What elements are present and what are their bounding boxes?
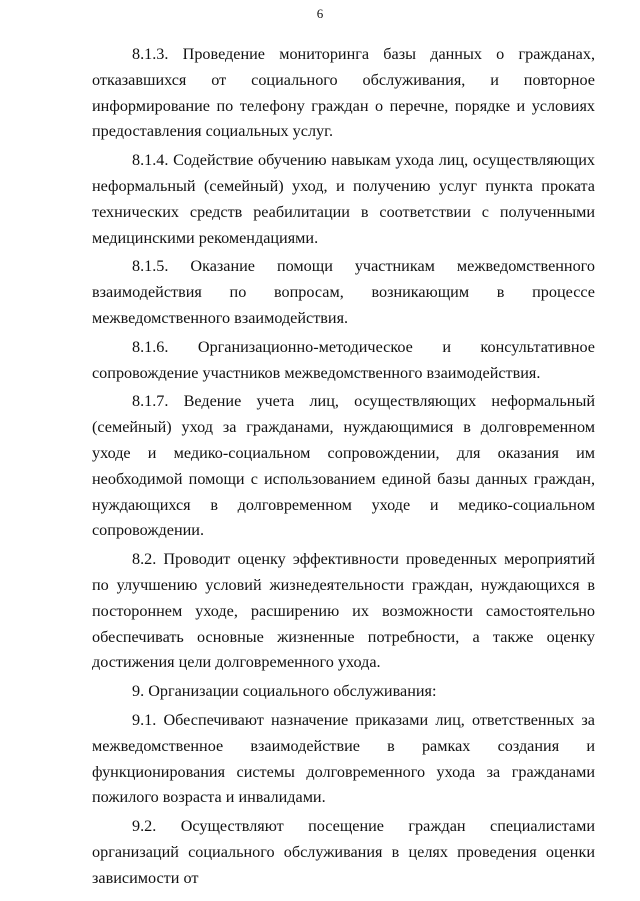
- paragraph-8-1-6: 8.1.6. Организационно-методическое и консультативное сопровождение участников межведомственного взаимодействия.: [92, 337, 595, 382]
- paragraph-9-heading: 9. Организации социального обслуживания:: [132, 682, 437, 701]
- paragraph-8-1-4: 8.1.4. Содействие обучению навыкам ухода лиц, осуществляющих неформальный (семейный) уход, и получению услуг пункта проката технических средств реабилитации в соответствии с полученными медицинскими рекомендациями.: [92, 151, 595, 247]
- paragraph-8-1-3: 8.1.3. Проведение мониторинга базы данных о гражданах, отказавшихся от социального обслуживания, и повторное информирование по телефону граждан о перечне, порядке и условиях предоставления социальных услуг.: [92, 45, 595, 141]
- paragraph-9-1: 9.1. Обеспечивают назначение приказами лиц, ответственных за межведомственное взаимодействие в рамках создания и функционирования системы долговременного ухода за гражданами пожилого возраста и инвалидами.: [92, 710, 595, 807]
- document-body: [92, 42, 595, 895]
- paragraph-9-2: 9.2. Осуществляют посещение граждан специалистами организаций социального обслуживания в целях проведения оценки зависимости от: [92, 817, 595, 887]
- paragraph-8-1-5: 8.1.5. Оказание помощи участникам межведомственного взаимодействия по вопросам, возникающим в процессе межведомственного взаимодействия.: [92, 257, 595, 327]
- page-number: 6: [316, 6, 324, 21]
- paragraph-8-1-7: 8.1.7. Ведение учета лиц, осуществляющих неформальный (семейный) уход за гражданами, нуждающимися в долговременном уходе и медико-социальном сопровождении, для оказания им необходимой помощи с использованием единой базы данных граждан, нуждающихся в долговременном уходе и медико-социальном сопровождении.: [92, 392, 595, 540]
- paragraph-8-2: 8.2. Проводит оценку эффективности проведенных мероприятий по улучшению условий жизнедеятельности граждан, нуждающихся в постороннем уходе, расширению их возможности самостоятельно обеспечивать основные жизненные потребности, а также оценку достижения цели долговременного ухода.: [92, 550, 595, 672]
